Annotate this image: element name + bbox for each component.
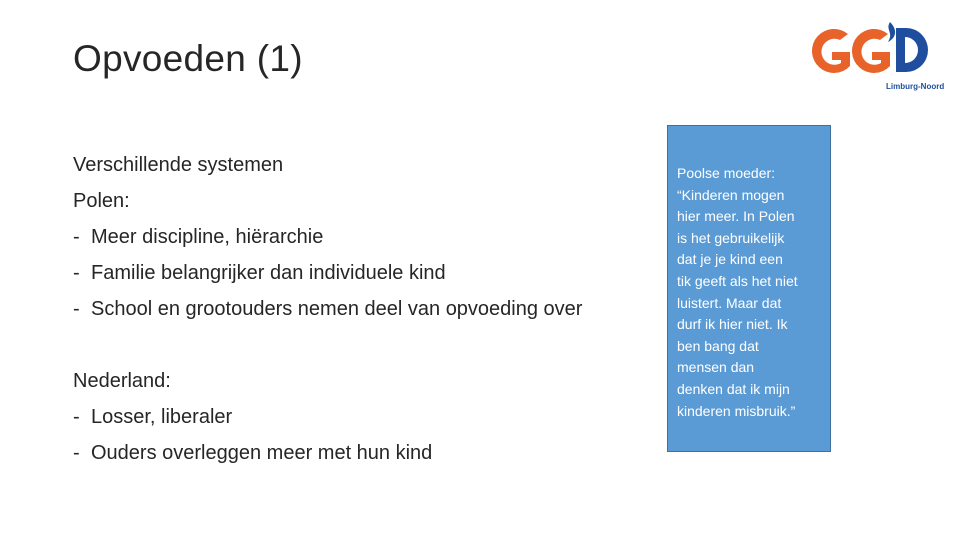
bullet-dash: - [73, 262, 80, 284]
line-text: Nederland: [73, 370, 171, 392]
logo-subtitle: Limburg-Noord [886, 82, 945, 91]
quote-box [667, 125, 831, 452]
bullet-item [73, 255, 582, 291]
bullet-dash: - [73, 226, 80, 248]
bullet-dash: - [73, 442, 80, 464]
bullet-text: Ouders overleggen meer met hun kind [91, 442, 433, 464]
bullet-item [73, 291, 582, 327]
bullet-text: Familie belangrijker dan individuele kind [91, 262, 446, 284]
line-text: Verschillende systemen [73, 154, 284, 176]
logo-letter-g2 [852, 29, 890, 73]
bullet-item [73, 435, 582, 471]
quote-text: Poolse moeder: “Kinderen mogen hier meer. In Polen is het gebruikelijk dat je je kind een tik geeft als het niet luistert. Maar dat durf ik hier niet. Ik ben bang dat mensen dan denken dat ik mijn kinderen misbruik.” [677, 165, 798, 419]
bullet-text: Meer discipline, hiërarchie [91, 226, 324, 248]
line-text: Polen: [73, 190, 130, 212]
bullet-item [73, 219, 582, 255]
logo-letter-d [896, 28, 928, 72]
bullet-text: Losser, liberaler [91, 406, 233, 428]
body-line [73, 183, 582, 219]
bullet-dash: - [73, 406, 80, 428]
slide-title: Opvoeden (1) [73, 38, 303, 79]
bullet-item [73, 399, 582, 435]
body-line [73, 147, 582, 183]
bullet-dash: - [73, 298, 80, 320]
logo-letter-g1 [812, 29, 850, 73]
slide-body [73, 147, 582, 471]
flame-icon [888, 22, 895, 42]
spacer [73, 327, 582, 363]
bullet-text: School en grootouders nemen deel van opvoeding over [91, 298, 583, 320]
body-line [73, 363, 582, 399]
